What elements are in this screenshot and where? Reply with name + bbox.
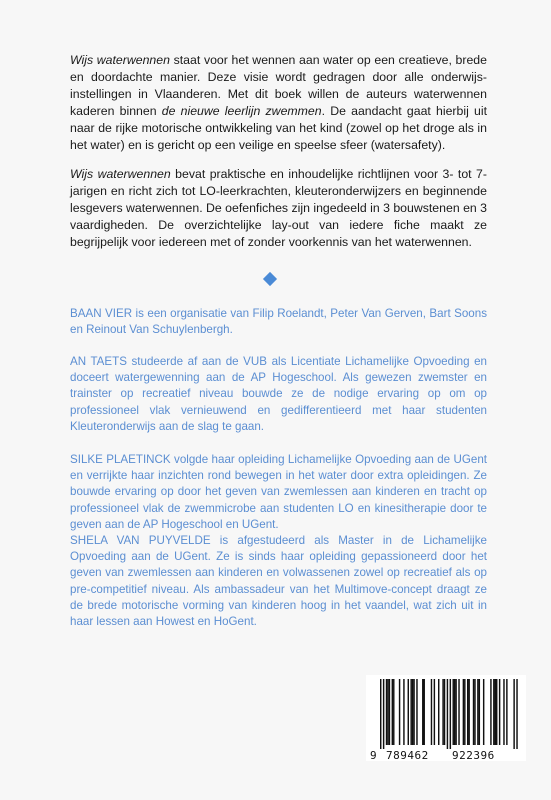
- paragraph-1-italic-phrase: de nieuwe leerlijn zwemmen: [161, 103, 322, 118]
- barcode-group-1: 789462: [386, 749, 429, 762]
- barcode-bar: [431, 679, 432, 745]
- diamond-separator-icon: [263, 272, 277, 286]
- barcode-group-2: 922396: [452, 749, 495, 762]
- paragraph-1-text-a: staat voor het wennen aan water op een creatieve, brede en doordachte manier. Deze visie wordt gedragen door alle onderwijsinstellingen in Vlaanderen. Met dit boek willen de auteurs waterwennen kaderen binnen: [70, 53, 487, 118]
- barcode-bar: [503, 679, 504, 745]
- barcode-bar: [450, 679, 451, 749]
- barcode-bar: [403, 679, 404, 745]
- barcode-bar: [434, 679, 435, 745]
- barcode-bar: [464, 679, 465, 745]
- isbn-barcode: [366, 675, 526, 761]
- barcode-bar: [467, 679, 468, 745]
- barcode-bar: [387, 679, 388, 745]
- barcode-bar: [447, 679, 448, 749]
- barcode-bar: [444, 679, 445, 745]
- barcode-bar: [408, 679, 409, 745]
- author-bio-silke-plaetinck: SILKE PLAETINCK volgde haar opleiding Lichamelijke Opvoeding aan de UGent en verrijkte haar inzichten rond bewegen in het water door extra opleidingen. Ze bouwde ervaring op door het geven van zwemlessen aan kinderen en tracht op professioneel vlak de zwemmicrobe aan studenten LO en kinesitherapie door te geven aan de AP Hogeschool en UGent.: [70, 453, 487, 531]
- barcode-bar: [424, 679, 425, 745]
- barcode-bar: [438, 679, 439, 745]
- paragraph-2-text: bevat praktische en inhoudelijke richtlijnen voor 3- tot 7-jarigen en richt zich tot LO-leerkrachten, kleuteronderwijzers en beginnende lesgevers waterwennen. De oefenfiches zijn ingedeeld in 3 bouwstenen en 3 vaardigheden. De overzichtelijke lay-out van iedere fiche maakt ze begrijpelijk voor iedereen met of zonder voorkennis van het waterwennen.: [70, 167, 488, 249]
- barcode-bar: [506, 679, 507, 745]
- paragraph-1-text-b: . De aandacht gaat hierbij uit naar de rijke motorische ontwikkeling van het kind (zowel op het droge als in het water) en is gericht op een veilige en speelse sfeer (watersafety).: [70, 103, 488, 152]
- barcode-bar: [468, 679, 469, 745]
- barcode-bar: [516, 679, 517, 749]
- barcode-bar: [513, 679, 514, 749]
- barcode-bar: [499, 679, 500, 745]
- barcode-bar: [493, 679, 494, 745]
- barcode-bar: [496, 679, 497, 745]
- book-title-italic: Wijs waterwennen: [70, 167, 171, 181]
- barcode-bar: [495, 679, 496, 745]
- barcode-bar: [412, 679, 413, 745]
- barcode-bar: [455, 679, 456, 745]
- barcode-bar: [380, 679, 381, 749]
- barcode-bar: [479, 679, 480, 745]
- barcode-bar: [413, 679, 414, 745]
- description-paragraph-1: [70, 52, 487, 153]
- barcode-bar: [399, 679, 400, 745]
- barcode-bar: [442, 679, 443, 745]
- barcode-bar: [490, 679, 491, 745]
- barcode-bar: [477, 679, 478, 745]
- author-bio-baan-vier: BAAN VIER is een organisatie van Filip Roelandt, Peter Van Gerven, Bart Soons en Reinout Van Schuylenbergh.: [70, 307, 487, 337]
- barcode-bar: [422, 679, 423, 745]
- barcode-bar: [383, 679, 384, 749]
- barcode-bar: [393, 679, 394, 745]
- barcode-bar: [473, 679, 474, 745]
- barcode-bars: [366, 675, 526, 749]
- barcode-bar: [389, 679, 390, 745]
- barcode-bar: [392, 679, 393, 745]
- barcode-bar: [483, 679, 484, 745]
- barcode-bar: [416, 679, 417, 745]
- barcode-bar: [474, 679, 475, 745]
- barcode-bar: [410, 679, 411, 745]
- barcode-bar: [458, 679, 459, 745]
- barcode-bar: [386, 679, 387, 745]
- author-bio-an-taets: AN TAETS studeerde af aan de VUB als Licentiate Lichamelijke Opvoeding en doceert watergewenning aan de AP Hogeschool. Als gewezen zwemster en trainster op recreatief niveau bouwde ze de nodige ervaring op om op professioneel vlak vernieuwend en gedifferentieerd met haar studenten Kleuteronderwijs aan de slag te gaan.: [70, 355, 487, 433]
- barcode-bar: [463, 679, 464, 745]
- book-title-italic: Wijs waterwennen: [70, 53, 170, 67]
- barcode-bar: [453, 679, 454, 745]
- description-paragraph-2: [70, 166, 487, 251]
- barcode-bar: [454, 679, 455, 745]
- barcode-lead-digit: 9: [370, 749, 378, 762]
- author-bio-shela-van-puyvelde: SHELA VAN PUYVELDE is afgestudeerd als Master in de Lichamelijke Opvoeding aan de UGent. Ze is sinds haar opleiding gepassioneerd door het geven van zwemlessen aan kinderen en volwassenen zowel op recreatief als op pre-competitief niveau. Als ambassadeur van het Multimove-concept draagt ze de brede motorische vorming van kinderen hoog in het vaandel, wat zich uit in haar lessen aan Howest en HoGent.: [70, 534, 487, 629]
